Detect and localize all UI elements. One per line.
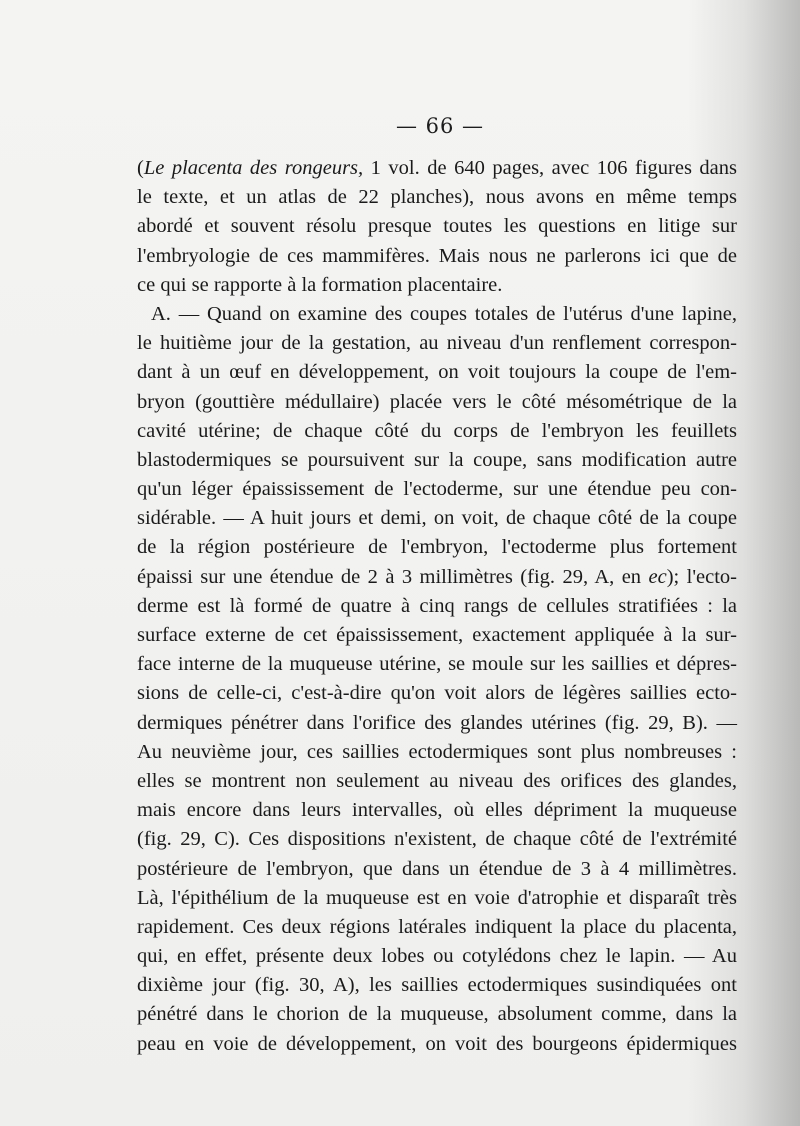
text-line: derme est là formé de quatre à cinq rangs de cellules stratifiées : la xyxy=(137,594,737,617)
text-line: qu'un léger épaississement de l'ectoderme, sur une étendue peu con- xyxy=(137,478,737,501)
text-line: elles se montrent non seulement au niveau des orifices des glandes, xyxy=(137,769,737,792)
text-line: cavité utérine; de chaque côté du corps de l'embryon les feuillets xyxy=(137,419,737,442)
text-line: bryon (gouttière médullaire) placée vers le côté mésométrique de la xyxy=(137,390,737,413)
text-line: sidérable. — A huit jours et demi, on voit, de chaque côté de la coupe xyxy=(137,507,737,530)
text-line: de la région postérieure de l'embryon, l'ectoderme plus fortement xyxy=(137,536,737,559)
text-line: épaissi sur une étendue de 2 à 3 millimètres (fig. 29, A, en ec); l'ecto- xyxy=(137,565,737,588)
text-line: (Le placenta des rongeurs, 1 vol. de 640 pages, avec 106 figures dans xyxy=(137,157,737,179)
text-line: A. — Quand on examine des coupes totales de l'utérus d'une lapine, xyxy=(151,302,737,325)
page-number: — 66 — xyxy=(395,114,485,138)
text-line: sions de celle-ci, c'est-à-dire qu'on voit alors de légères saillies ecto- xyxy=(137,682,737,705)
text-line: le texte, et un atlas de 22 planches), nous avons en même temps xyxy=(137,186,737,209)
text-line: (fig. 29, C). Ces dispositions n'existent, de chaque côté de l'extrémité xyxy=(137,828,737,851)
body-text xyxy=(137,154,737,1059)
text-line: postérieure de l'embryon, que dans un étendue de 3 à 4 millimètres. xyxy=(137,857,737,880)
text-line: peau en voie de développement, on voit des bourgeons épidermiques xyxy=(137,1032,737,1055)
text-line: dermiques pénétrer dans l'orifice des glandes utérines (fig. 29, B). — xyxy=(137,711,737,734)
text-line: abordé et souvent résolu presque toutes les questions en litige sur xyxy=(137,215,737,238)
text-line: dixième jour (fig. 30, A), les saillies ectodermiques susindiquées ont xyxy=(137,974,737,997)
text-line: qui, en effet, présente deux lobes ou cotylédons chez le lapin. — Au xyxy=(137,945,737,968)
text-line: pénétré dans le chorion de la muqueuse, absolument comme, dans la xyxy=(137,1003,737,1026)
text-line: Au neuvième jour, ces saillies ectodermiques sont plus nombreuses : xyxy=(137,740,737,763)
text-line: face interne de la muqueuse utérine, se moule sur les saillies et dépres- xyxy=(137,653,737,676)
text-line: ce qui se rapporte à la formation placentaire. xyxy=(137,273,503,296)
text-line: rapidement. Ces deux régions latérales indiquent la place du placenta, xyxy=(137,915,737,938)
text-line: mais encore dans leurs intervalles, où elles dépriment la muqueuse xyxy=(137,799,737,822)
text-line: le huitième jour de la gestation, au niveau d'un renflement correspon- xyxy=(137,332,737,355)
text-line: l'embryologie de ces mammifères. Mais nous ne parlerons ici que de xyxy=(137,244,737,267)
text-line: blastodermiques se poursuivent sur la coupe, sans modification autre xyxy=(137,448,737,471)
text-line: dant à un œuf en développement, on voit toujours la coupe de l'em- xyxy=(137,361,737,384)
text-line: surface externe de cet épaississement, exactement appliquée à la sur- xyxy=(137,624,737,646)
text-line: Là, l'épithélium de la muqueuse est en voie d'atrophie et disparaît très xyxy=(137,886,737,909)
